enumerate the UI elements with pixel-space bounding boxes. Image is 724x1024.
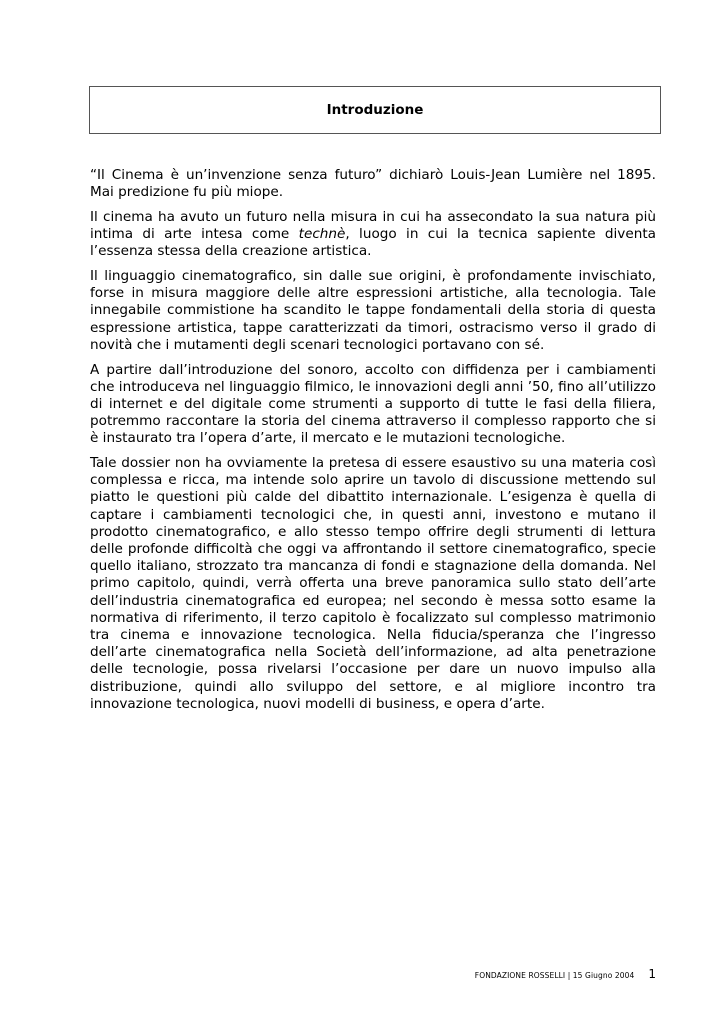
footer-text: FONDAZIONE ROSSELLI | 15 Giugno 2004 bbox=[474, 971, 635, 980]
paragraph bbox=[90, 268, 656, 354]
paragraph bbox=[90, 167, 656, 201]
paragraph-text: Il linguaggio cinematografico, sin dalle sue origini, è profondamente invischiato, forse in misura maggiore delle altre espressioni artistiche, alla tecnologia. Tale innegabile commistione ha scandito le tappe fondamentali della storia di questa espressione artistica, tappe caratterizzati da timori, ostracismo verso il grado di novità che i mutamenti degli scenari tecnologici portavano con sé. bbox=[90, 268, 656, 353]
paragraph-text: A partire dall’introduzione del sonoro, accolto con diffidenza per i cambiamenti che introduceva nel linguaggio filmico, le innovazioni degli anni ’50, fino all’utilizzo di internet e del digitale come strumenti a supporto di tutte le fasi della filiera, potremmo raccontare la storia del cinema attraverso il complesso rapporto che si è instaurato tra l’opera d’arte, il mercato e le mutazioni tecnologiche. bbox=[90, 361, 656, 447]
paragraph-text: , luogo in cui la tecnica sapiente diventa l’essenza stessa della creazione artistica. bbox=[90, 226, 656, 260]
body-text bbox=[90, 167, 656, 721]
page-title: Introduzione bbox=[326, 102, 424, 118]
paragraph-text: “Il Cinema è un’invenzione senza futuro” dichiarò Louis-Jean Lumière nel 1895. Mai predizione fu più miope. bbox=[90, 167, 656, 201]
italic-text: technè bbox=[298, 226, 346, 243]
paragraph bbox=[90, 455, 656, 713]
page-number: 1 bbox=[648, 967, 656, 981]
page-footer bbox=[380, 967, 656, 981]
title-box bbox=[89, 86, 661, 134]
paragraph-text: Tale dossier non ha ovviamente la pretesa di essere esaustivo su una materia così complessa e ricca, ma intende solo aprire un tavolo di discussione mettendo sul piatto le questioni più calde del dibattito internazionale. L’esigenza è quella di captare i cambiamenti tecnologici che, in questi anni, investono e mutano il prodotto cinematografico, e allo stesso tempo offrire degli strumenti di lettura delle profonde difficoltà che oggi va affrontando il settore cinematografico, specie quello italiano, strozzato tra mancanza di fondi e stagnazione della domanda. Nel primo capitolo, quindi, verrà offerta una breve panoramica sullo stato dell’arte dell’industria cinematografica ed europea; nel secondo è messa sotto esame la normativa di riferimento, il terzo capitolo è focalizzato sul complesso matrimonio tra cinema e innovazione tecnologica. Nella fiducia/speranza che l’ingresso dell’arte cinematografica nella Società dell’informazione, ad alta penetrazione delle tecnologie, possa rivelarsi l’occasione per dare un nuovo impulso alla distribuzione, quindi allo sviluppo del settore, e al migliore incontro tra innovazione tecnologica, nuovi modelli di business, e opera d’arte. bbox=[90, 455, 656, 712]
paragraph bbox=[90, 362, 656, 448]
paragraph bbox=[90, 209, 656, 261]
paragraph-text: Il cinema ha avuto un futuro nella misura in cui ha assecondato la sua natura più intima di arte intesa come bbox=[90, 208, 656, 243]
